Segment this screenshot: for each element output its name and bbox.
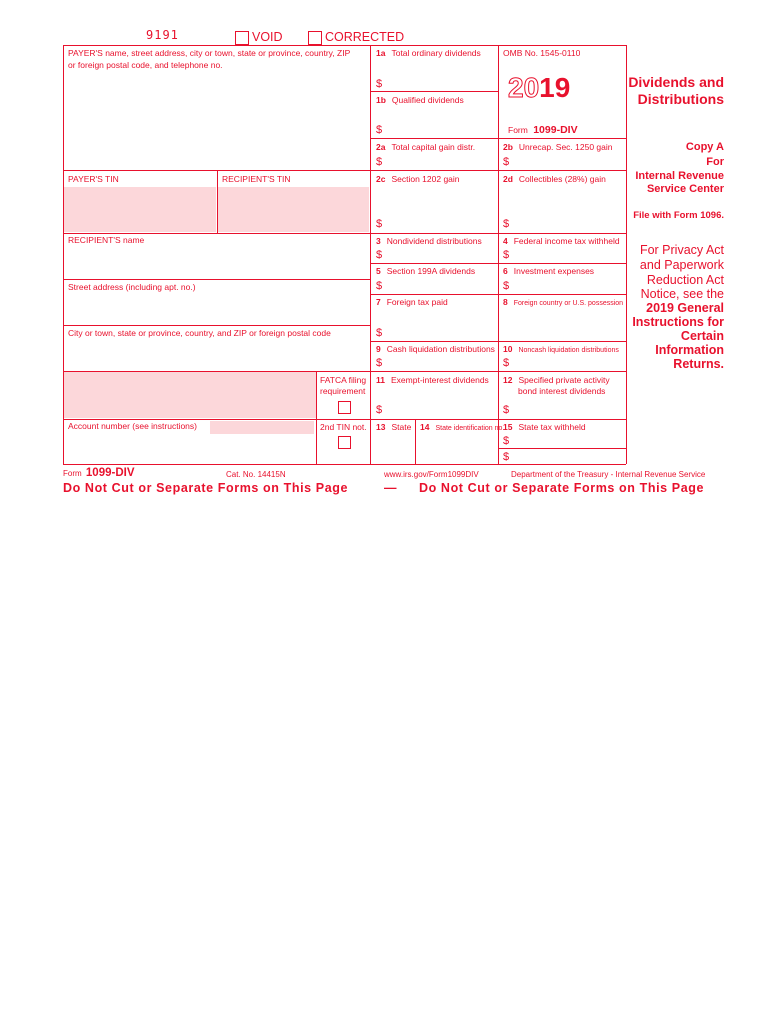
box-1a-field[interactable] — [385, 76, 495, 90]
box-11-label: 11 Exempt-interest dividends — [376, 375, 489, 385]
box-1a-label: 1a Total ordinary dividends — [376, 48, 481, 58]
copy-a-line-4: Service Center — [646, 183, 724, 195]
box-13-label: 13 State — [376, 422, 412, 432]
box-2b-label: 2b Unrecap. Sec. 1250 gain — [503, 142, 613, 152]
catalog-number: Cat. No. 14415N — [226, 470, 286, 479]
void-label: VOID — [252, 30, 283, 44]
fatca-left-divider — [316, 371, 317, 464]
box-3-dollar: $ — [376, 249, 383, 261]
cut-dash: — — [384, 481, 398, 495]
payer-name-label-1: PAYER'S name, street address, city or town, state or province, country, ZIP — [68, 48, 351, 58]
privacy-line-4: Notice, see the — [640, 287, 724, 301]
box-9-label: 9 Cash liquidation distributions — [376, 344, 495, 354]
box-12-dollar: $ — [503, 404, 510, 416]
privacy-line-9: Returns. — [673, 357, 724, 371]
line-1b-2a — [370, 138, 626, 139]
box-15-dollar-2: $ — [503, 451, 510, 463]
line-2c-3 — [63, 233, 626, 234]
do-not-cut-right: Do Not Cut or Separate Forms on This Page — [419, 481, 705, 495]
payer-name-label-2: or foreign postal code, and telephone no. — [68, 60, 223, 70]
box-15-dollar-1: $ — [503, 435, 510, 447]
privacy-line-8: Information — [655, 343, 724, 357]
footer-form-word: Form — [63, 469, 82, 478]
privacy-line-5: 2019 General — [646, 301, 724, 315]
line-3-5 — [370, 263, 626, 264]
do-not-cut-left: Do Not Cut or Separate Forms on This Page — [63, 481, 349, 495]
recipient-name-field[interactable] — [64, 247, 369, 278]
box-1b-field[interactable] — [385, 122, 495, 136]
omb-number: OMB No. 1545-0110 — [503, 48, 581, 58]
street-address-field[interactable] — [64, 294, 369, 324]
box-15-label: 15 State tax withheld — [503, 422, 586, 432]
box-2b-dollar: $ — [503, 156, 510, 168]
box-2a-dollar: $ — [376, 156, 383, 168]
form-code: 9191 — [146, 28, 179, 42]
line-15-split — [498, 448, 626, 449]
fatca-label-2: requirement — [320, 386, 366, 396]
box-4-dollar: $ — [503, 249, 510, 261]
account-number-label: Account number (see instructions) — [68, 421, 197, 431]
payer-tin-field[interactable] — [64, 187, 216, 232]
box-2c-label: 2c Section 1202 gain — [376, 174, 460, 184]
city-field[interactable] — [64, 340, 369, 370]
box-7-label: 7 Foreign tax paid — [376, 297, 448, 307]
footer-form-id — [63, 467, 135, 479]
box-9-dollar: $ — [376, 357, 383, 369]
form-id — [508, 124, 578, 136]
box-2d-label: 2d Collectibles (28%) gain — [503, 174, 606, 184]
line-street-city — [63, 325, 370, 326]
box-5-label: 5 Section 199A dividends — [376, 266, 476, 276]
irs-url: www.irs.gov/Form1099DIV — [384, 470, 479, 479]
form-id-name: 1099-DIV — [533, 124, 578, 136]
box-7-dollar: $ — [376, 327, 383, 339]
privacy-line-2: and Paperwork — [639, 258, 724, 272]
second-tin-checkbox[interactable] — [338, 436, 351, 449]
box-11-dollar: $ — [376, 404, 383, 416]
privacy-line-1: For Privacy Act — [639, 243, 724, 257]
line-1a-1b — [370, 91, 498, 92]
box-2c-dollar: $ — [376, 218, 383, 230]
fatca-shaded-area — [64, 372, 316, 418]
box-1b-dollar: $ — [376, 124, 383, 136]
box-6-dollar: $ — [503, 280, 510, 292]
privacy-line-6: Instructions for — [632, 315, 724, 329]
box-10-label: 10 Noncash liquidation distributions — [503, 344, 619, 354]
box-1a-dollar: $ — [376, 78, 383, 90]
copy-a-line-1: Copy A — [685, 141, 724, 153]
privacy-line-7: Certain — [680, 329, 724, 343]
second-tin-label: 2nd TIN not. — [320, 422, 367, 432]
form-title-line-1: Dividends and — [628, 74, 724, 90]
form-title-line-2: Distributions — [637, 91, 724, 107]
privacy-line-3: Reduction Act — [646, 273, 724, 287]
box-1b-label: 1b Qualified dividends — [376, 95, 464, 105]
city-label: City or town, state or province, country, and ZIP or foreign postal code — [68, 328, 331, 338]
fatca-label-1: FATCA filing — [320, 375, 367, 385]
line-2a-2c — [63, 170, 626, 171]
form-bottom-border — [63, 464, 626, 465]
corrected-label: CORRECTED — [325, 30, 405, 44]
box-4-label: 4 Federal income tax withheld — [503, 236, 620, 246]
copy-a-line-3: Internal Revenue — [635, 170, 724, 182]
void-checkbox[interactable] — [235, 31, 249, 45]
payer-name-field[interactable] — [64, 72, 369, 169]
fatca-checkbox[interactable] — [338, 401, 351, 414]
corrected-checkbox[interactable] — [308, 31, 322, 45]
recipient-tin-label: RECIPIENT'S TIN — [222, 174, 291, 184]
footer-form-name: 1099-DIV — [85, 467, 135, 479]
box-3-label: 3 Nondividend distributions — [376, 236, 482, 246]
account-number-field[interactable] — [210, 421, 314, 434]
box-14-label: 14 State identification no. — [420, 422, 505, 432]
box-10-dollar: $ — [503, 357, 510, 369]
recipient-name-label: RECIPIENT'S name — [68, 235, 145, 245]
line-11-13 — [63, 419, 626, 420]
line-name-street — [63, 279, 370, 280]
copy-a-line-2: For — [706, 156, 724, 168]
tax-year-outline: 20 — [508, 72, 540, 103]
tax-year-bold: 19 — [539, 72, 571, 103]
recipient-tin-field[interactable] — [218, 187, 369, 232]
file-with-1096: File with Form 1096. — [633, 210, 724, 221]
form-id-word: Form — [508, 125, 528, 135]
payer-tin-label: PAYER'S TIN — [68, 174, 119, 184]
form-top-border — [63, 45, 626, 46]
box-12-label: 12 Specified private activity — [503, 375, 610, 385]
right-column-divider — [498, 45, 499, 419]
box-2d-dollar: $ — [503, 218, 510, 230]
box-8-label: 8 Foreign country or U.S. possession — [503, 297, 624, 307]
payer-divider — [370, 45, 371, 464]
state-divider — [415, 419, 416, 464]
box-2a-label: 2a Total capital gain distr. — [376, 142, 476, 152]
line-5-7 — [370, 294, 626, 295]
box-6-label: 6 Investment expenses — [503, 266, 595, 276]
box-12-label-2: bond interest dividends — [518, 386, 606, 396]
line-7-9 — [370, 341, 626, 342]
box-5-dollar: $ — [376, 280, 383, 292]
department-text: Department of the Treasury - Internal Revenue Service — [511, 470, 706, 479]
tax-year — [508, 72, 570, 104]
street-address-label: Street address (including apt. no.) — [68, 282, 196, 292]
